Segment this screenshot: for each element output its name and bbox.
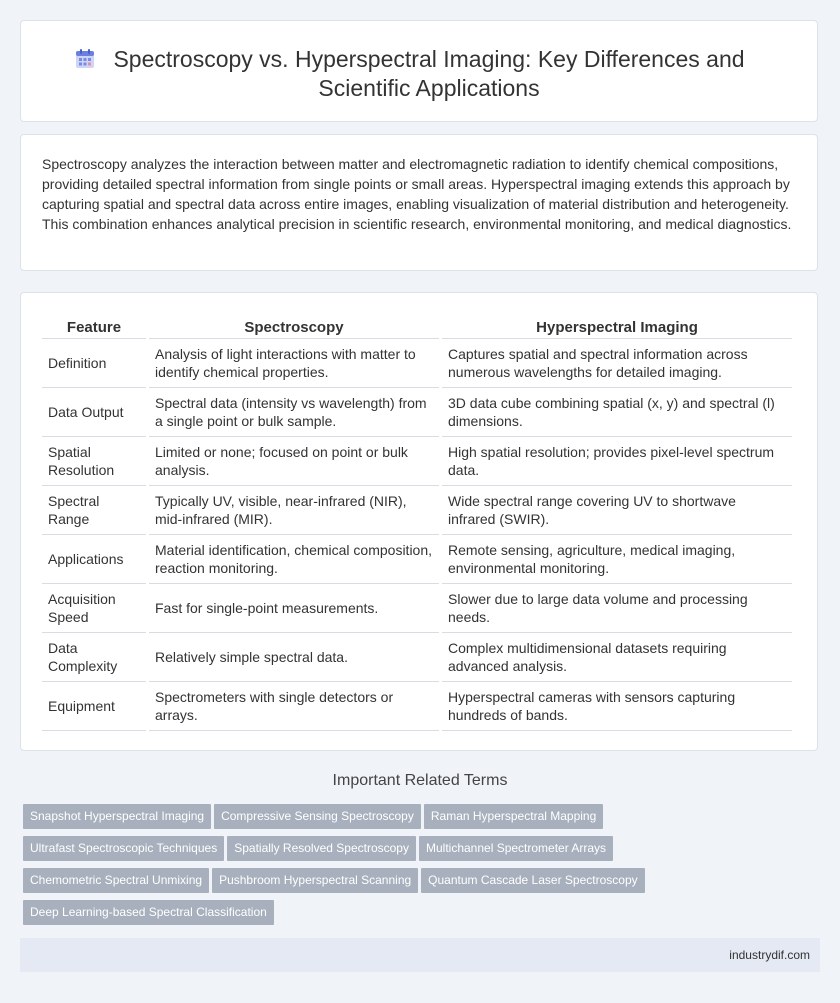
related-term-tag[interactable]: Pushbroom Hyperspectral Scanning	[212, 868, 418, 893]
feature-cell: Applications	[42, 535, 146, 584]
table-row	[42, 388, 792, 437]
hyperspectral-cell: Remote sensing, agriculture, medical imaging, environmental monitoring.	[442, 535, 792, 584]
table-row	[42, 486, 792, 535]
spectroscopy-cell: Spectral data (intensity vs wavelength) from a single point or bulk sample.	[149, 388, 439, 437]
footer-site[interactable]: industrydif.com	[729, 948, 810, 962]
feature-cell: Spatial Resolution	[42, 437, 146, 486]
spectroscopy-cell: Typically UV, visible, near-infrared (NIR), mid-infrared (MIR).	[149, 486, 439, 535]
spectroscopy-cell: Limited or none; focused on point or bulk analysis.	[149, 437, 439, 486]
intro-card	[20, 134, 818, 271]
title-card	[20, 20, 818, 122]
table-row	[42, 682, 792, 731]
table-row	[42, 437, 792, 486]
feature-cell: Acquisition Speed	[42, 584, 146, 633]
related-term-tag[interactable]: Ultrafast Spectroscopic Techniques	[23, 836, 224, 861]
header-hyperspectral: Hyperspectral Imaging	[442, 315, 792, 339]
feature-cell: Spectral Range	[42, 486, 146, 535]
related-term-tag[interactable]: Compressive Sensing Spectroscopy	[214, 804, 421, 829]
related-term-tag[interactable]: Multichannel Spectrometer Arrays	[419, 836, 613, 861]
spectroscopy-cell: Spectrometers with single detectors or arrays.	[149, 682, 439, 731]
feature-cell: Definition	[42, 339, 146, 388]
related-term-tag[interactable]: Quantum Cascade Laser Spectroscopy	[421, 868, 644, 893]
hyperspectral-cell: Slower due to large data volume and processing needs.	[442, 584, 792, 633]
spectroscopy-cell: Material identification, chemical composition, reaction monitoring.	[149, 535, 439, 584]
comparison-table	[39, 315, 795, 731]
hyperspectral-cell: High spatial resolution; provides pixel-level spectrum data.	[442, 437, 792, 486]
table-row	[42, 633, 792, 682]
header-spectroscopy: Spectroscopy	[149, 315, 439, 339]
hyperspectral-cell: 3D data cube combining spatial (x, y) and spectral (l) dimensions.	[442, 388, 792, 437]
related-term-tag[interactable]: Spatially Resolved Spectroscopy	[227, 836, 416, 861]
intro-paragraph: Spectroscopy analyzes the interaction between matter and electromagnetic radiation to identify chemical compositions, providing detailed spectral information from single points or small areas. Hyperspectral imaging extends this approach by capturing spatial and spectral data across entire images, enabling visualization of material distribution and heterogeneity. This combination enhances analytical precision in scientific research, environmental monitoring, and medical diagnostics.	[42, 156, 792, 232]
feature-cell: Data Output	[42, 388, 146, 437]
related-term-tag[interactable]: Snapshot Hyperspectral Imaging	[23, 804, 211, 829]
table-row	[42, 535, 792, 584]
table-header-row	[42, 315, 792, 339]
related-terms-title: Important Related Terms	[332, 772, 508, 789]
related-term-tag[interactable]: Chemometric Spectral Unmixing	[23, 868, 209, 893]
hyperspectral-cell: Complex multidimensional datasets requiring advanced analysis.	[442, 633, 792, 682]
table-row	[42, 584, 792, 633]
hyperspectral-cell: Wide spectral range covering UV to shortwave infrared (SWIR).	[442, 486, 792, 535]
related-term-tag[interactable]: Raman Hyperspectral Mapping	[424, 804, 603, 829]
spectroscopy-cell: Relatively simple spectral data.	[149, 633, 439, 682]
spectroscopy-cell: Analysis of light interactions with matter to identify chemical properties.	[149, 339, 439, 388]
hyperspectral-cell: Hyperspectral cameras with sensors capturing hundreds of bands.	[442, 682, 792, 731]
page-title: Spectroscopy vs. Hyperspectral Imaging: Key Differences and Scientific Applications	[113, 46, 745, 101]
related-term-tag[interactable]: Deep Learning-based Spectral Classification	[23, 900, 274, 925]
related-terms-list	[23, 804, 663, 932]
footer	[20, 938, 820, 972]
feature-cell: Data Complexity	[42, 633, 146, 682]
comparison-table-card	[20, 292, 818, 751]
hyperspectral-cell: Captures spatial and spectral information across numerous wavelengths for detailed imaging.	[442, 339, 792, 388]
feature-cell: Equipment	[42, 682, 146, 731]
spectroscopy-cell: Fast for single-point measurements.	[149, 584, 439, 633]
header-feature: Feature	[42, 315, 146, 339]
table-row	[42, 339, 792, 388]
